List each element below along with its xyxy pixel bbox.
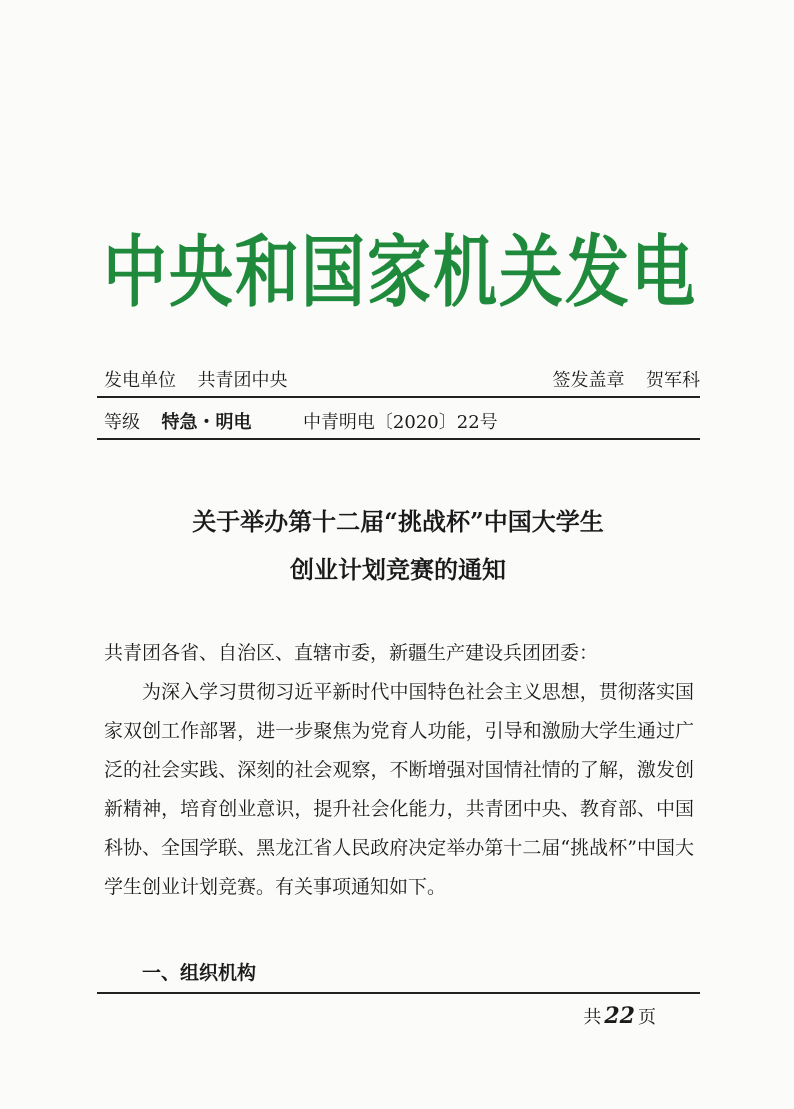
document-number: 中青明电〔2020〕22号 xyxy=(302,412,498,433)
salutation: 共青团各省、自治区、直辖市委，新疆生产建设兵团团委： xyxy=(104,642,599,664)
page-count-number: 22 xyxy=(604,1003,635,1029)
page-count xyxy=(583,1003,656,1029)
signer-block xyxy=(553,366,700,392)
body-paragraph: 为深入学习贯彻习近平新时代中国特色社会主义思想，贯彻落实国家双创工作部署，进一步聚焦为党育人功能，引导和激励大学生通过广泛的社会实践、深刻的社会观察，不断增强对国情社情的了解，激发创新精神，培育创业意识，提升社会化能力，共青团中央、教育部、中国科协、全国学联、黑龙江省人民政府决定举办第十二届“挑战杯”中国大学生创业计划竞赛。有关事项通知如下。 xyxy=(104,681,694,898)
header-rule-top xyxy=(97,396,700,398)
signer-label: 签发盖章 xyxy=(552,370,625,391)
title-line-2: 创业计划竞赛的通知 xyxy=(290,555,506,584)
footer-rule xyxy=(97,992,700,994)
grade-label: 等级 xyxy=(104,412,140,433)
signer-value: 贺军科 xyxy=(646,370,700,391)
document-body xyxy=(104,634,694,907)
grade-value: 特急・明电 xyxy=(161,412,252,433)
header-rule-bottom xyxy=(97,438,700,440)
grade-row xyxy=(104,408,700,434)
section-heading: 一、组织机构 xyxy=(142,962,257,984)
page-count-prefix: 共 xyxy=(583,1007,602,1028)
masthead-title: 中央和国家机关发电 xyxy=(103,228,697,319)
sender-value: 共青团中央 xyxy=(197,370,288,391)
page-count-suffix: 页 xyxy=(638,1007,656,1028)
sender-row xyxy=(104,366,700,392)
sender-label: 发电单位 xyxy=(104,370,176,391)
title-line-1: 关于举办第十二届“挑战杯”中国大学生 xyxy=(192,507,604,536)
document-title xyxy=(100,498,696,594)
